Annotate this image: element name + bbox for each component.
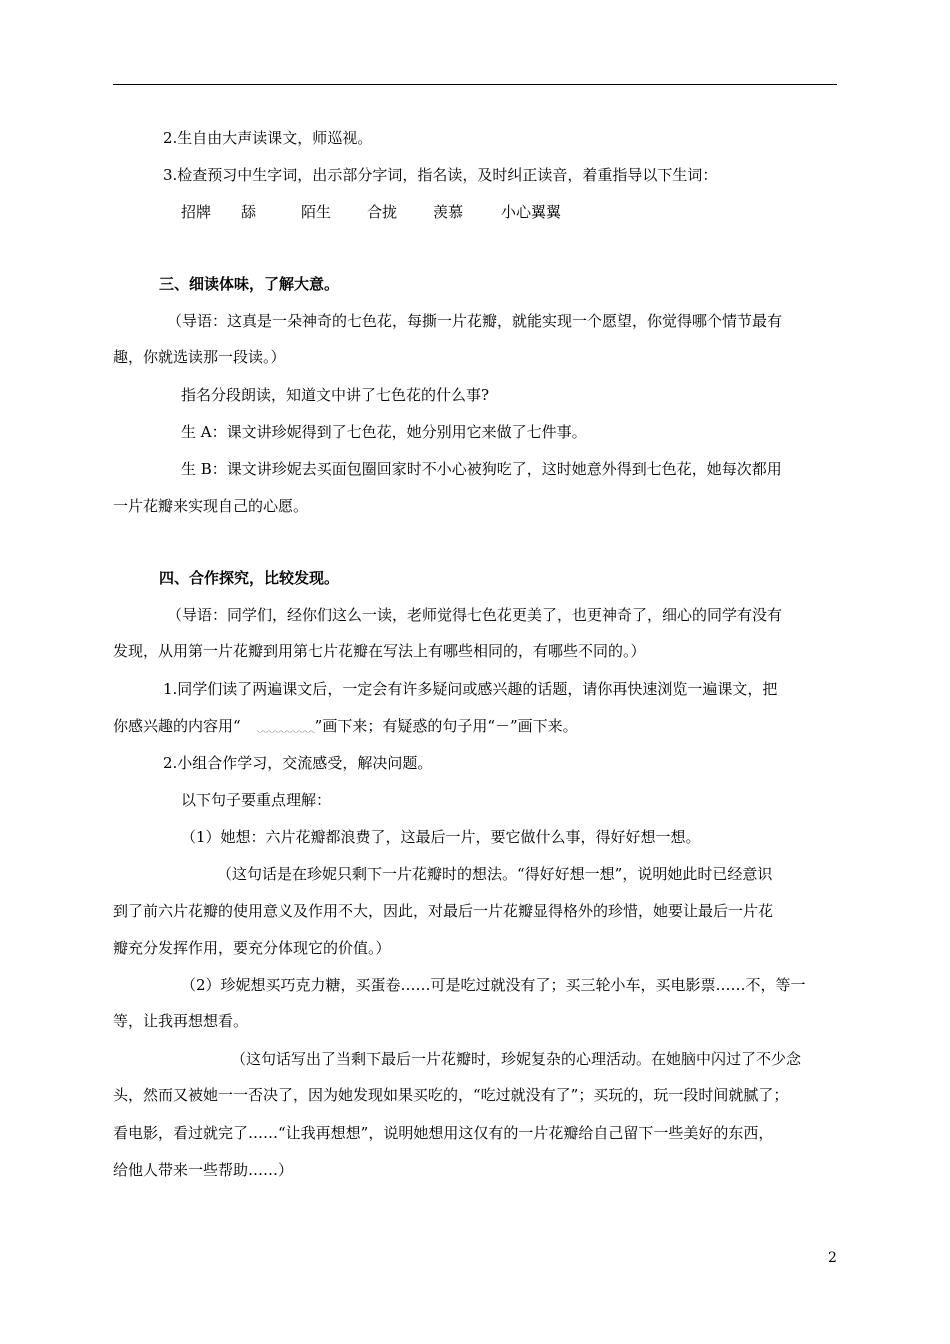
sentence-1: （1）她想：六片花瓣都浪费了，这最后一片，要它做什么事，得好好想一想。 (181, 828, 701, 846)
sentence-2-note-line-1: （这句话写出了当剩下最后一片花瓣时，珍妮复杂的心理活动。在她脑中闪过了不少念 (231, 1050, 802, 1068)
section-3-guide-line-1: （导语：这真是一朵神奇的七色花，每撕一片花瓣，就能实现一个愿望，你觉得哪个情节最有 (167, 312, 783, 330)
section-3-paragraph-1: 指名分段朗读，知道文中讲了七色花的什么事? (181, 386, 490, 404)
section-4-item-2: 2.小组合作学习，交流感受，解决问题。 (163, 754, 433, 772)
section-3-guide-line-2: 趣，你就选读那一段读。） (113, 348, 286, 366)
vocab-word: 陌生 (301, 203, 332, 221)
vocab-word: 舔 (241, 203, 257, 221)
item-3-check-words: 3.检查预习中生字词，出示部分字词，指名读，及时纠正读音，着重指导以下生词： (163, 166, 718, 184)
vocab-word: 招牌 (181, 203, 212, 221)
section-4-guide-line-1: （导语：同学们，经你们这么一读，老师觉得七色花更美了，也更神奇了，细心的同学有没有 (167, 606, 783, 624)
section-3-student-b-line-1: 生 B：课文讲珍妮去买面包圈回家时不小心被狗吃了，这时她意外得到七色花，她每次都用 (181, 460, 782, 478)
key-sentences-intro: 以下句子要重点理解： (181, 791, 332, 809)
section-3-student-b-line-2: 一片花瓣来实现自己的心愿。 (113, 497, 309, 515)
section-4-item-1-line-1: 1.同学们读了两遍课文后，一定会有许多疑问或感兴趣的话题，请你再快速浏览一遍课文，把 (163, 680, 778, 698)
sentence-1-note-line-2: 到了前六片花瓣的使用意义及作用不大，因此，对最后一片花瓣显得格外的珍惜，她要让最后一片花 (113, 902, 774, 920)
vocab-word: 小心翼翼 (501, 203, 562, 221)
section-3-heading: 三、细读体味，了解大意。 (159, 275, 340, 293)
vocab-word: 羡慕 (433, 203, 464, 221)
vocab-word: 合拢 (367, 203, 398, 221)
section-4-item-1-line-2 (113, 716, 578, 736)
item-2-read-aloud: 2.生自由大声读课文，师巡视。 (163, 129, 373, 147)
sentence-2-line-2: 等，让我再想想看。 (113, 1012, 249, 1030)
item-1-text-start: 你感兴趣的内容用“ (113, 717, 241, 735)
item-1-text-end: ”画下来；有疑惑的句子用“－”画下来。 (314, 717, 578, 735)
wavy-underline-mark (257, 720, 315, 734)
sentence-2-note-line-4: 给他人带来一些帮助……） (113, 1161, 294, 1179)
sentence-2-line-1: （2）珍妮想买巧克力糖，买蛋卷……可是吃过就没有了；买三轮小车，买电影票……不，等一 (181, 976, 806, 994)
sentence-1-note-line-1: （这句话是在珍妮只剩下一片花瓣时的想法。“得好好想一想”，说明她此时已经意识 (217, 865, 773, 883)
section-4-heading: 四、合作探究，比较发现。 (159, 569, 340, 587)
section-3-student-a: 生 A：课文讲珍妮得到了七色花，她分别用它来做了七件事。 (181, 423, 587, 441)
vocabulary-list (181, 202, 561, 222)
header-rule (113, 84, 837, 85)
page-number: 2 (828, 1250, 837, 1266)
sentence-1-note-line-3: 瓣充分发挥作用，要充分体现它的价值。） (113, 939, 391, 957)
sentence-2-note-line-3: 看电影，看过就完了……“让我再想想”，说明她想用这仅有的一片花瓣给自己留下一些美好的东西， (113, 1124, 774, 1142)
section-4-guide-line-2: 发现，从用第一片花瓣到用第七片花瓣在写法上有哪些相同的，有哪些不同的。） (113, 642, 646, 660)
sentence-2-note-line-2: 头，然而又被她一一否决了，因为她发现如果买吃的，“吃过就没有了”；买玩的，玩一段时间就腻了； (113, 1086, 789, 1104)
